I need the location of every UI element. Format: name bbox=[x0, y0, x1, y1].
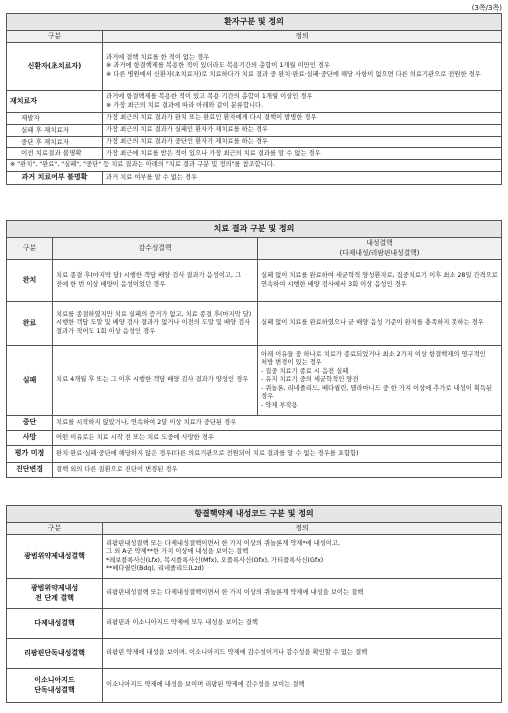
rr-definition: 리팜핀 약제에 내성을 보이며, 이소니아지드 약제에 감수성이거나 감수성을 확인할 수 없는 결핵 bbox=[103, 639, 502, 669]
definition-line: 과거에 항결핵제를 복용한 적이 있고 복용 기간의 총합이 1개월 이상인 경우 bbox=[106, 93, 313, 101]
complete-resistant: 실패 없이 치료를 완료하였으나 균 배양 음성 기준이 완치를 충족하지 못하는 경우 bbox=[258, 302, 502, 346]
previous-result-unknown-label: 이전 치료결과 불명확 bbox=[7, 148, 103, 160]
hr-definition: 이소니아지드 약제에 내성을 보이며 리팜핀 약제에 감수성을 보이는 결핵 bbox=[103, 669, 502, 703]
after-interruption-definition: 가장 최근의 치료 결과가 중단인 환자가 재치료를 하는 경우 bbox=[103, 136, 502, 148]
definition-line: *레보플록사신(Lfx), 목시플록사신(Mfx), 오플록사신(Ofx), 가티플록사신(Gfx) bbox=[106, 556, 324, 564]
failure-sensitive: 치료 4개월 후 또는 그 이후 시행한 객담 배양 검사 결과가 양성인 경우 bbox=[53, 346, 258, 416]
history-unknown-label: 과거 치료여부 불명확 bbox=[7, 172, 103, 184]
diagnosis-changed-definition: 결핵 외의 다른 질환으로 진단이 변경된 경우 bbox=[53, 463, 502, 478]
not-evaluated-label: 평가 미정 bbox=[7, 446, 53, 463]
retreatment-label: 재치료자 bbox=[7, 91, 103, 113]
label-line: 이소니아지드 bbox=[34, 676, 75, 685]
column-header: 정의 bbox=[103, 31, 502, 43]
treatment-outcome-section bbox=[6, 220, 502, 478]
section-title: 환자구분 및 정의 bbox=[7, 14, 502, 31]
rr-label: 리팜핀단독내성결핵 bbox=[7, 639, 103, 669]
death-label: 사망 bbox=[7, 431, 53, 446]
diagnosis-changed-label: 진단변경 bbox=[7, 463, 53, 478]
after-failure-definition: 가장 최근의 치료 결과가 실패인 환자가 재치료를 하는 경우 bbox=[103, 124, 502, 136]
definition-line: **베다퀼린(Bdq), 리네졸리드(Lzd) bbox=[106, 565, 204, 573]
cure-sensitive: 치료 종결 후(마지막 달) 시행한 객담 배양 검사 결과가 음성이고, 그 전에 한 번 이상 배양이 음성이었던 경우 bbox=[53, 260, 258, 302]
page-number: (3쪽/3쪽) bbox=[471, 4, 502, 12]
column-header: 구분 bbox=[7, 238, 53, 260]
drug-resistance-table bbox=[6, 505, 502, 703]
interrupted-label: 중단 bbox=[7, 416, 53, 431]
column-header: 정의 bbox=[103, 523, 502, 535]
complete-label: 완료 bbox=[7, 302, 53, 346]
cure-label: 완치 bbox=[7, 260, 53, 302]
after-interruption-label: 중단 후 재치료자 bbox=[7, 136, 103, 148]
column-header: 구분 bbox=[7, 31, 103, 43]
new-patient-definition: 과거에 결핵 치료를 한 적이 없는 경우 ※ 과거에 항결핵제를 복용한 적이 있더라도 복용기간의 총합이 1개월 미만인 경우 ※ 다른 병원에서 신환자(초치료자)로 치료하다가 치료 결과 중 완치·완료·실패·중단에 해당 사항이 없으면 다른 의료기관으로 전원한 경우 bbox=[103, 43, 502, 91]
mdr-definition: 리팜핀과 이소니아지드 약제에 모두 내성을 보이는 결핵 bbox=[103, 609, 502, 639]
drug-resistance-section bbox=[6, 505, 502, 703]
definition-line: 그 외 A군 약제**한 가지 이상에 내성을 보이는 결핵 bbox=[106, 548, 249, 556]
column-header: 감수성결핵 bbox=[53, 238, 258, 260]
treatment-outcome-table bbox=[6, 220, 502, 478]
column-header bbox=[258, 238, 502, 260]
definition-line: - 약제 부작용 bbox=[261, 401, 298, 409]
pre-xdr-label bbox=[7, 579, 103, 609]
section-title: 항결핵약제 내성코드 구분 및 정의 bbox=[7, 506, 502, 523]
relapse-label: 재발자 bbox=[7, 113, 103, 125]
header-line: (다제내성/리팜핀내성결핵) bbox=[339, 248, 420, 257]
definition-line: 리팜핀내성결핵 또는 다제내성결핵이면서 한 가지 이상의 퀴놀론계 약제*에 내성이고, bbox=[106, 539, 341, 547]
retreatment-definition: 과거에 항결핵제를 복용한 적이 있고 복용 기간의 총합이 1개월 이상인 경우 ※ 가장 최근의 치료 결과에 따라 아래와 같이 분류합니다. bbox=[103, 91, 502, 113]
xdr-label: 광범위약제내성결핵 bbox=[7, 535, 103, 579]
definition-line: 다른 병원에서 신환자(초치료자)로 치료하다가 치료 결과 중 완치·완료·실패·중단에 해당 사항이 없으면 다른 의료기관으로 전원한 경우 bbox=[113, 70, 481, 78]
cure-resistant: 실패 없이 치료를 완료하여 세균학적 양성환자로, 집중치료기 이후 최소 28일 간격으로 연속하여 시행한 배양 검사에서 3회 이상 음성인 경우 bbox=[258, 260, 502, 302]
mdr-label: 다제내성결핵 bbox=[7, 609, 103, 639]
definition-line: 아래 이유들 중 하나로 치료가 종료되었거나 최소 2가지 이상 항결핵제의 영구적인 처방 변경이 있는 경우 bbox=[261, 350, 486, 367]
column-header: 구분 bbox=[7, 523, 103, 535]
label-line: 단독내성결핵 bbox=[34, 685, 75, 694]
hr-label bbox=[7, 669, 103, 703]
definition-line: - 퀴놀론, 리네졸리드, 베다퀼린, 델라마니드 중 한 가지 이상에 추가로 내성이 획득된 경우 bbox=[261, 384, 493, 401]
not-evaluated-definition: 완치·완료·실패·중단에 해당하지 않은 경우(다른 의료기관으로 전원되어 치료 결과를 알 수 없는 경우를 포함함) bbox=[53, 446, 502, 463]
patient-classification-section bbox=[6, 13, 502, 185]
label-line: 광범위약제내성 bbox=[30, 584, 79, 593]
section-title: 치료 결과 구분 및 정의 bbox=[7, 221, 502, 238]
failure-resistant bbox=[258, 346, 502, 416]
relapse-definition: 가장 최근의 치료 결과가 완치 또는 완료인 환자에게 다시 결핵이 발병한 경우 bbox=[103, 113, 502, 125]
previous-result-unknown-definition: 가장 최근에 치료를 받은 적이 있으나 가장 최근의 치료 결과를 알 수 없는 경우 bbox=[103, 148, 502, 160]
definition-line: 가장 최근의 치료 결과에 따라 아래와 같이 분류합니다. bbox=[113, 101, 264, 109]
interrupted-definition: 치료를 시작하지 않았거나, 연속하여 2달 이상 치료가 중단된 경우 bbox=[53, 416, 502, 431]
definition-line: 과거에 항결핵제를 복용한 적이 있더라도 복용기간의 총합이 1개월 미만인 경우 bbox=[113, 62, 330, 70]
definition-line: 과거에 결핵 치료를 한 적이 없는 경우 bbox=[106, 53, 210, 61]
history-unknown-definition: 과거 치료 여부를 알 수 없는 경우 bbox=[103, 172, 502, 184]
complete-sensitive: 치료를 종결하였지만 치료 실패의 증거가 없고, 치료 종결 후(마지막 달) 시행한 객담 도말 및 배양 검사 결과가 없거나 이전의 도말 및 배양 검사 결과가 적어도 1회 이상 음성인 경우 bbox=[53, 302, 258, 346]
definition-line: - 집중 치료기 종료 시 음전 실패 bbox=[261, 367, 349, 375]
header-line: 내성결핵 bbox=[366, 239, 393, 248]
footnote: ※ "완치", "완료", "실패", "중단" 등 치료 결과는 아래의 "치료 결과 구분 및 정의"를 참조합니다. bbox=[7, 160, 502, 172]
death-definition: 어떤 이유로든 치료 시작 전 또는 치료 도중에 사망한 경우 bbox=[53, 431, 502, 446]
definition-line: - 유지 치료기 중의 세균학적인 양전 bbox=[261, 376, 359, 384]
new-patient-label: 신환자(초치료자) bbox=[7, 43, 103, 91]
failure-label: 실패 bbox=[7, 346, 53, 416]
pre-xdr-definition: 리팜핀내성결핵 또는 다제내성결핵이면서 한 가지 이상의 퀴놀론계 약제에 내성을 보이는 결핵 bbox=[103, 579, 502, 609]
patient-classification-table bbox=[6, 13, 502, 185]
xdr-definition bbox=[103, 535, 502, 579]
after-failure-label: 실패 후 재치료자 bbox=[7, 124, 103, 136]
label-line: 전 단계 결핵 bbox=[35, 593, 74, 602]
